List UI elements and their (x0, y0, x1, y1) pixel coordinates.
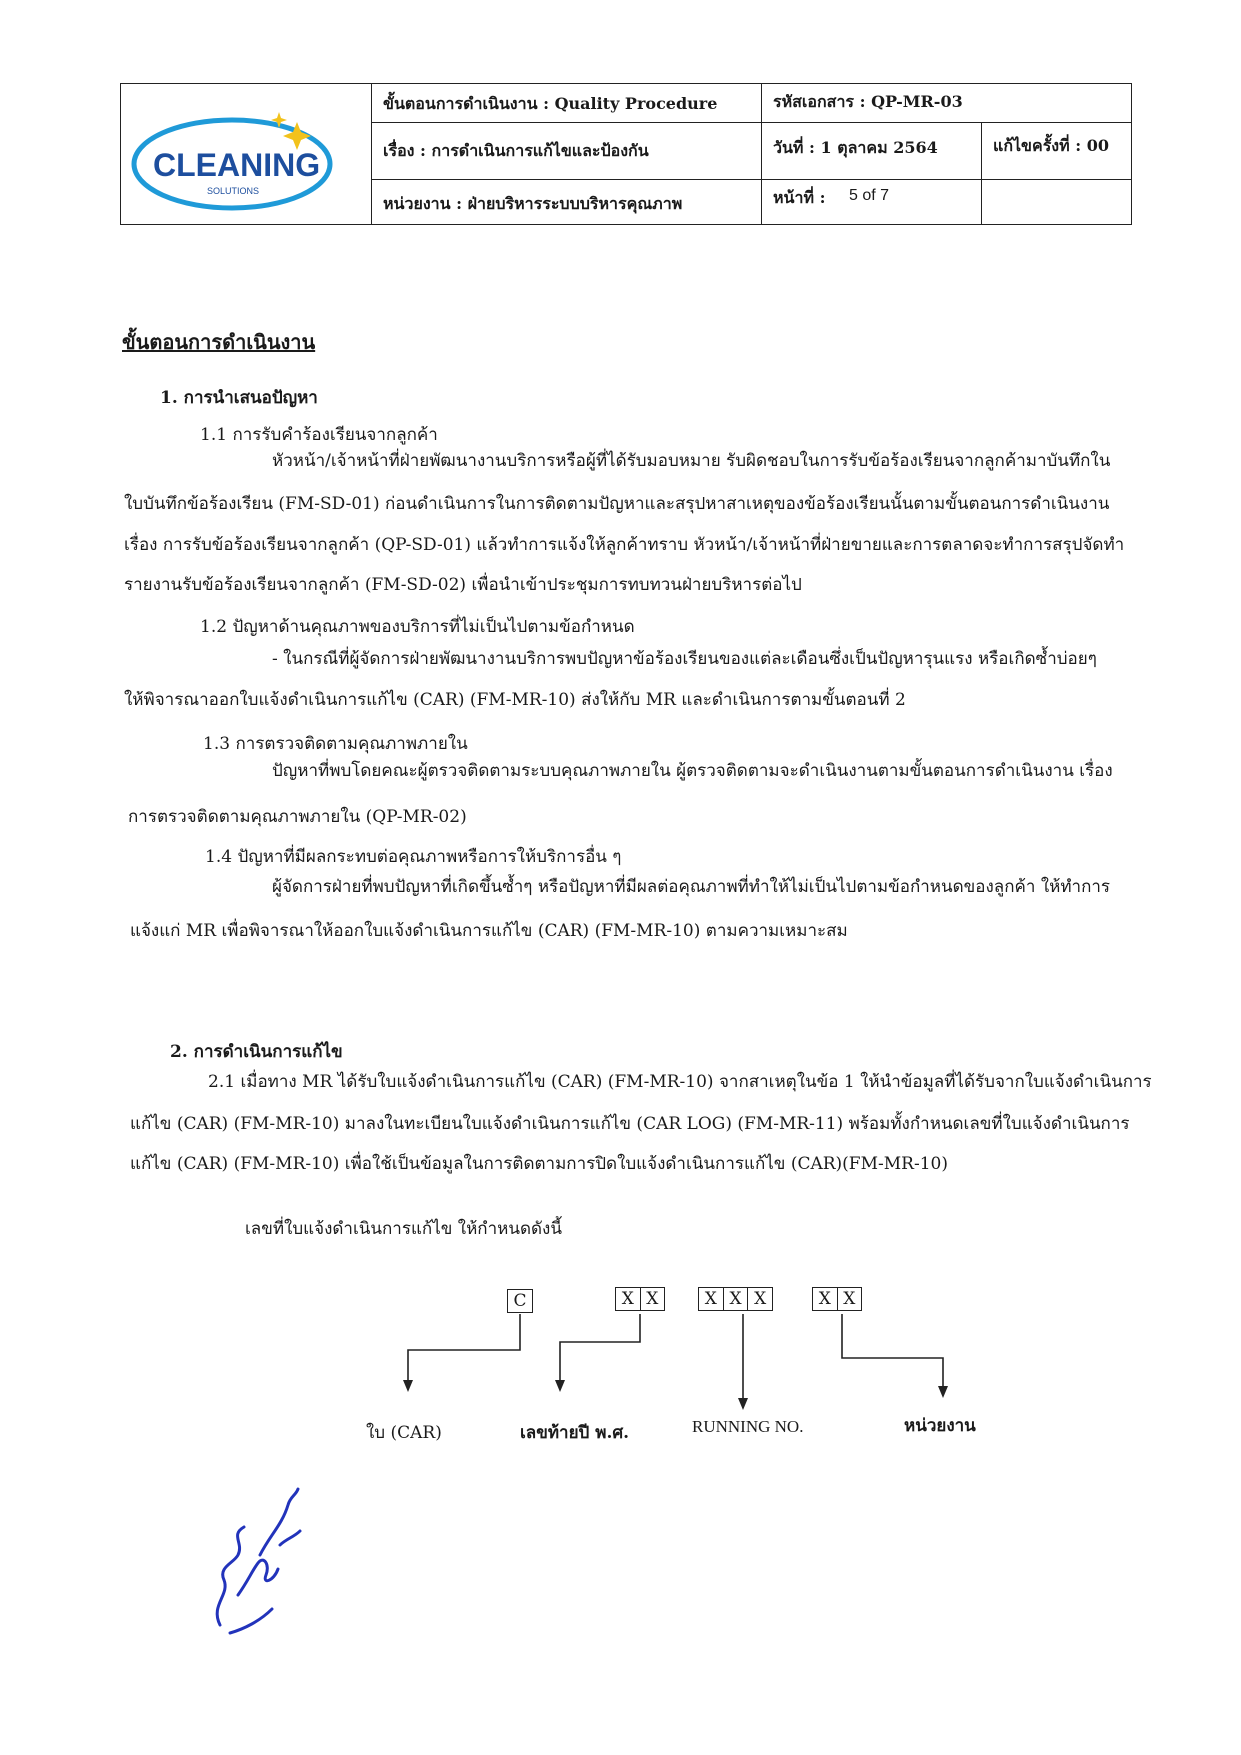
signature (200, 1485, 320, 1645)
year-code-box (615, 1287, 665, 1311)
header-divider (981, 122, 982, 224)
paragraph-line: รายงานรับข้อร้องเรียนจากลูกค้า (FM-SD-02) เพื่อนำเข้าประชุมการทบทวนฝ่ายบริหารต่อไป (124, 575, 802, 595)
code-char: X (646, 1289, 659, 1309)
paragraph-line: ผู้จัดการฝ่ายที่พบปัญหาที่เกิดขึ้นซ้ำๆ หรือปัญหาที่มีผลต่อคุณภาพที่ทำให้ไม่เป็นไปตามข้อกำหนดของลูกค้า ให้ทำการ (272, 877, 1111, 897)
page-number: 5 of 7 (849, 187, 890, 204)
numbering-arrows (380, 1312, 960, 1412)
label-running-number: RUNNING NO. (692, 1417, 804, 1436)
car-prefix-box (507, 1289, 533, 1313)
header-divider (371, 84, 372, 224)
revision-number: แก้ไขครั้งที่ : 00 (993, 136, 1109, 155)
code-char: C (513, 1291, 527, 1311)
arrow-head (938, 1386, 948, 1398)
paragraph-line: หัวหน้า/เจ้าหน้าที่ฝ่ายพัฒนางานบริการหรือผู้ที่ได้รับมอบหมาย รับผิดชอบในการรับข้อร้องเรียนจากลูกค้ามาบันทึกใน (272, 451, 1111, 471)
code-char: X (813, 1288, 838, 1310)
department-code-box (812, 1287, 862, 1311)
label-department: หน่วยงาน (904, 1416, 976, 1436)
header-divider (761, 84, 762, 224)
header-divider (371, 122, 1131, 123)
procedure-title: ขั้นตอนการดำเนินงาน : Quality Procedure (383, 94, 718, 113)
subsection-1-2-title: 1.2 ปัญหาด้านคุณภาพของบริการที่ไม่เป็นไปตามข้อกำหนด (200, 617, 635, 637)
paragraph-line: เรื่อง การรับข้อร้องเรียนจากลูกค้า (QP-SD-01) แล้วทำการแจ้งให้ลูกค้าทราบ หัวหน้า/เจ้าหน้าที่ฝ่ายขายและการตลาดจะทำการสรุปจัดทำ (124, 535, 1125, 555)
code-char: X (724, 1288, 749, 1310)
page-label: หน้าที่ : (773, 188, 826, 207)
section-heading: ขั้นตอนการดำเนินงาน (122, 330, 316, 354)
code-char: X (843, 1289, 856, 1309)
label-year: เลขท้ายปี พ.ศ. (520, 1423, 630, 1443)
paragraph-line: แก้ไข (CAR) (FM-MR-10) มาลงในทะเบียนใบแจ้งดำเนินการแก้ไข (CAR LOG) (FM-MR-11) พร้อมทั้งกำหนดเลขที่ใบแจ้งดำเนินการ (130, 1114, 1130, 1134)
document-header (120, 83, 1132, 225)
paragraph-line: การตรวจติดตามคุณภาพภายใน (QP-MR-02) (128, 807, 467, 827)
paragraph-line: ใบบันทึกข้อร้องเรียน (FM-SD-01) ก่อนดำเนินการในการติดตามปัญหาและสรุปหาสาเหตุของข้อร้องเรียนนั้นตามขั้นตอนการดำเนินงาน (124, 494, 1110, 514)
section-1-title: 1. การนำเสนอปัญหา (160, 388, 318, 408)
paragraph-line: - ในกรณีที่ผู้จัดการฝ่ายพัฒนางานบริการพบปัญหาข้อร้องเรียนของแต่ละเดือนซึ่งเป็นปัญหารุนแรง หรือเกิดซ้ำบ่อยๆ (272, 649, 1097, 669)
section-2-title: 2. การดำเนินการแก้ไข (170, 1042, 343, 1062)
numbering-intro: เลขที่ใบแจ้งดำเนินการแก้ไข ให้กำหนดดังนี้ (245, 1219, 562, 1239)
paragraph-line: ให้พิจารณาออกใบแจ้งดำเนินการแก้ไข (CAR) (FM-MR-10) ส่งให้กับ MR และดำเนินการตามขั้นตอนที่ 2 (124, 690, 906, 710)
arrow-head (555, 1380, 565, 1392)
paragraph-line: ปัญหาที่พบโดยคณะผู้ตรวจติดตามระบบคุณภาพภายใน ผู้ตรวจติดตามจะดำเนินงานตามขั้นตอนการดำเนินงาน เรื่อง (272, 761, 1113, 781)
running-number-box (698, 1287, 773, 1311)
arrow-year (560, 1314, 640, 1380)
code-char: X (699, 1288, 724, 1310)
code-char: X (754, 1289, 767, 1309)
subsection-1-3-title: 1.3 การตรวจติดตามคุณภาพภายใน (203, 734, 468, 754)
arrow-head (738, 1398, 748, 1410)
arrow-head (403, 1380, 413, 1392)
arrow-car (408, 1314, 520, 1380)
subsection-1-1-title: 1.1 การรับคำร้องเรียนจากลูกค้า (200, 425, 438, 445)
header-divider (371, 179, 1131, 180)
logo-subtitle: SOLUTIONS (207, 186, 260, 196)
document-code: รหัสเอกสาร : QP-MR-03 (773, 92, 963, 111)
cleaning-logo (127, 94, 347, 216)
paragraph-line: 2.1 เมื่อทาง MR ได้รับใบแจ้งดำเนินการแก้ไข (CAR) (FM-MR-10) จากสาเหตุในข้อ 1 ให้นำข้อมูลที่ได้รับจากใบแจ้งดำเนินการ (208, 1072, 1152, 1092)
label-car-form: ใบ (CAR) (366, 1423, 442, 1443)
effective-date: วันที่ : 1 ตุลาคม 2564 (773, 138, 938, 157)
subject: เรื่อง : การดำเนินการแก้ไขและป้องกัน (383, 141, 649, 160)
arrow-unit (842, 1314, 943, 1388)
paragraph-line: แจ้งแก่ MR เพื่อพิจารณาให้ออกใบแจ้งดำเนินการแก้ไข (CAR) (FM-MR-10) ตามความเหมาะสม (130, 921, 848, 941)
subsection-1-4-title: 1.4 ปัญหาที่มีผลกระทบต่อคุณภาพหรือการให้บริการอื่น ๆ (205, 847, 622, 867)
department: หน่วยงาน : ฝ่ายบริหารระบบบริหารคุณภาพ (383, 194, 683, 213)
logo-wordmark: CLEANING (153, 147, 321, 183)
paragraph-line: แก้ไข (CAR) (FM-MR-10) เพื่อใช้เป็นข้อมูลในการติดตามการปิดใบแจ้งดำเนินการแก้ไข (CAR)(FM-MR-10) (130, 1154, 948, 1174)
code-char: X (616, 1288, 641, 1310)
